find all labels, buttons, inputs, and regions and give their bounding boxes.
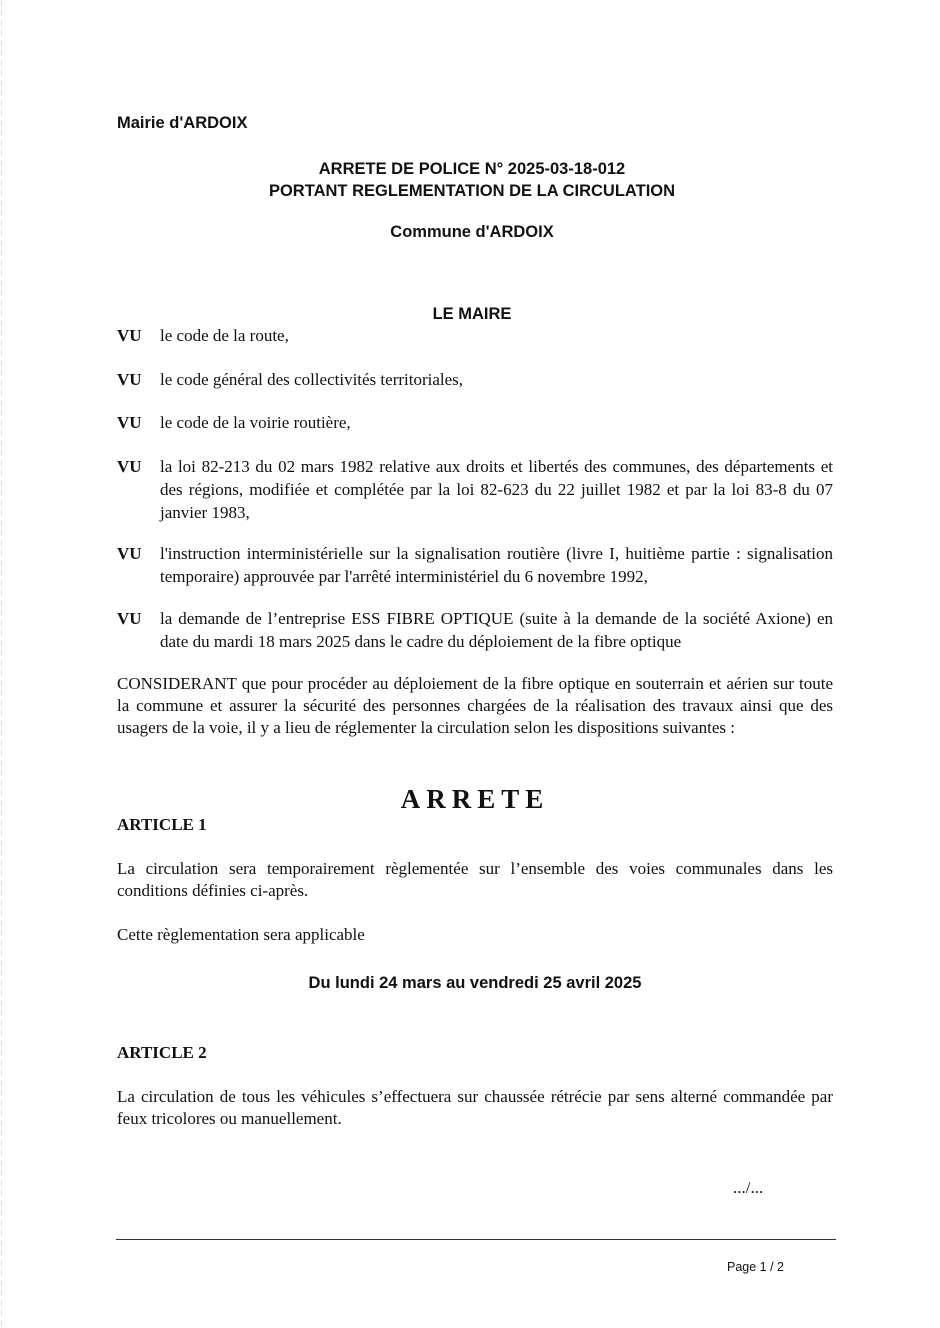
decree-title-line-2: PORTANT REGLEMENTATION DE LA CIRCULATION [268,182,676,200]
visa-item [117,411,833,434]
visa-text: la loi 82-213 du 02 mars 1982 relative aux droits et libertés des communes, des départements et des régions, modifiée et complétée par la loi 82-623 du 22 juillet 1982 et par la loi 83-8 du 07 janvier 1983, [160,457,833,522]
article-2-paragraph: La circulation de tous les véhicules s’effectuera sur chaussée rétrécie par sens alterné commandée par feux tricolores ou manuellement. [117,1087,833,1128]
commune-heading: Commune d'ARDOIX [390,223,554,241]
visa-item [117,455,833,524]
continued-marker: .../... [733,1178,764,1197]
visa-label: VU [117,609,142,628]
page-number: Page 1 / 2 [727,1260,784,1274]
visa-item [117,368,833,391]
visa-label: VU [117,326,142,345]
article-1-applicability: Cette règlementation sera applicable [117,925,365,944]
considerant-paragraph: CONSIDERANT que pour procéder au déploiement de la fibre optique en souterrain et aérien sur toute la commune et assurer la sécurité des personnes chargées de la réalisation des travaux ainsi que des usagers de la voie, il y a lieu de réglementer la circulation selon les dispositions suivantes : [117,674,833,737]
decree-title [0,158,940,202]
visa-text: l'instruction interministérielle sur la signalisation routière (livre I, huitième partie : signalisation temporaire) approuvée par l'arrêté interministériel du 6 novembre 1992, [160,544,833,586]
article-1-paragraph: La circulation sera temporairement règlementée sur l’ensemble des voies communales dans les conditions définies ci-après. [117,859,833,900]
article-2-heading: ARTICLE 2 [117,1043,207,1062]
visa-text: le code de la voirie routière, [160,413,351,432]
organization-name: Mairie d'ARDOIX [117,114,248,132]
visa-text: la demande de l’entreprise ESS FIBRE OPTIQUE (suite à la demande de la société Axione) en date du mardi 18 mars 2025 dans le cadre du déploiement de la fibre optique [160,609,833,651]
authority-heading: LE MAIRE [432,305,512,323]
visa-text: le code général des collectivités territoriales, [160,370,464,389]
visa-item [117,542,833,588]
visa-text: le code de la route, [160,326,289,345]
visa-label: VU [117,544,142,563]
visa-label: VU [117,457,142,476]
visa-item [117,324,833,347]
article-1-heading: ARTICLE 1 [117,815,207,834]
application-period: Du lundi 24 mars au vendredi 25 avril 2025 [308,974,642,992]
visa-label: VU [117,370,142,389]
decision-heading: ARRETE [400,784,550,814]
decree-title-line-1: ARRETE DE POLICE N° 2025-03-18-012 [318,160,626,178]
visa-item [117,607,833,653]
footer-divider [116,1239,836,1240]
visa-label: VU [117,413,142,432]
